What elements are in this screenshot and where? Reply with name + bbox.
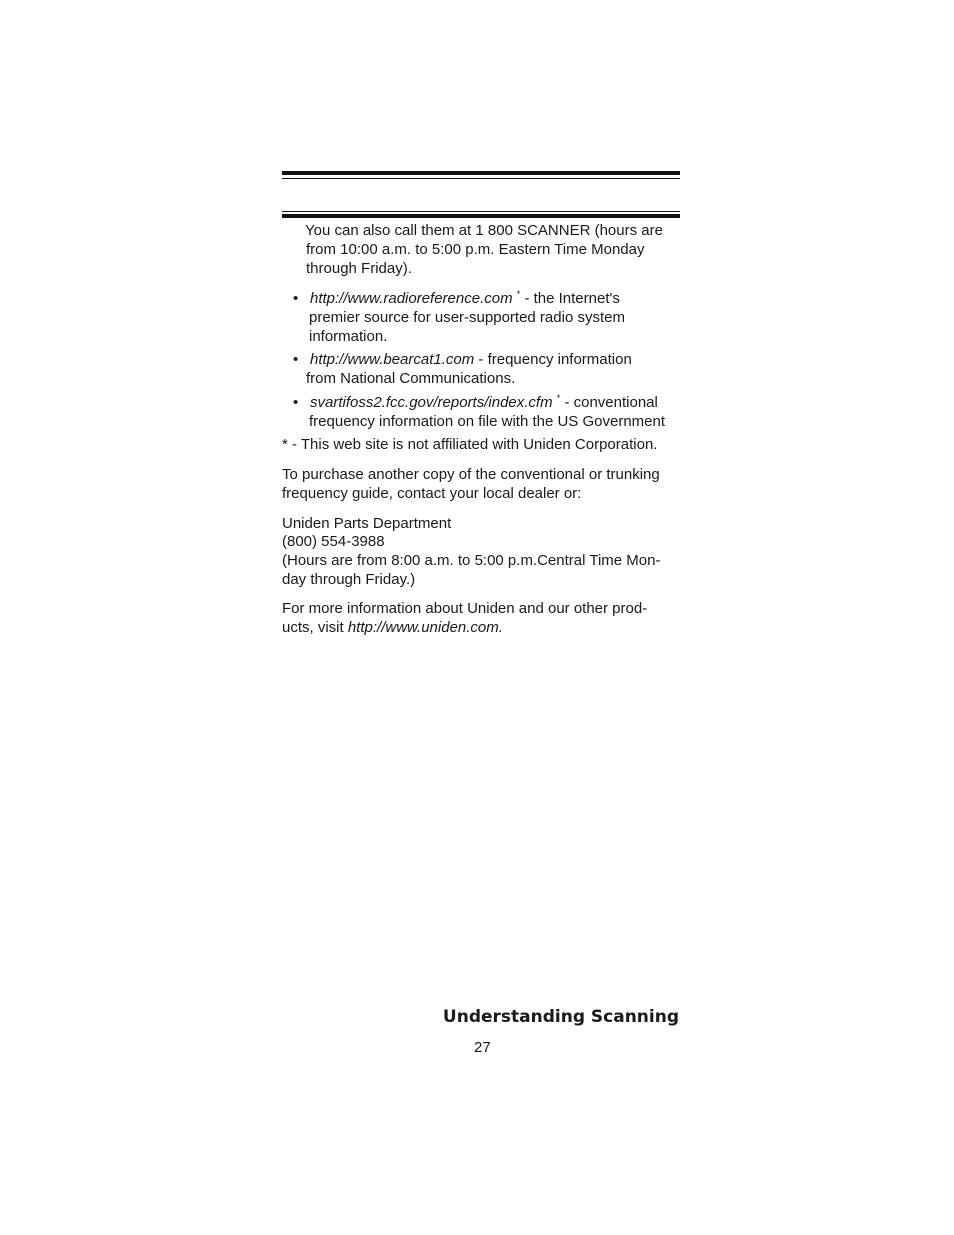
top-rule-thin: [282, 178, 680, 179]
list-item-line: premier source for user-supported radio system: [309, 309, 625, 326]
purchase-line: To purchase another copy of the conventional or trunking: [282, 466, 660, 483]
list-item-line: [310, 289, 620, 310]
footnote-marker: *: [556, 393, 561, 403]
list-item-text: - the Internet's: [520, 290, 620, 307]
more-info-text: ucts, visit: [282, 619, 348, 636]
list-item-line: [310, 350, 632, 369]
intro-line: from 10:00 a.m. to 5:00 p.m. Eastern Time Monday: [306, 241, 645, 258]
bullet-marker: •: [293, 290, 299, 307]
intro-line: through Friday).: [306, 260, 412, 277]
contact-department: Uniden Parts Department: [282, 515, 452, 532]
section-title: Understanding Scanning: [442, 1007, 679, 1027]
top-rule-thick: [282, 171, 680, 175]
section-rule-thick: [282, 214, 680, 218]
bullet-marker: •: [293, 351, 299, 368]
bullet-marker: •: [293, 394, 299, 411]
list-item-text: - conventional: [560, 394, 658, 411]
more-info-line: [282, 618, 503, 637]
list-item-text: - frequency information: [474, 351, 632, 368]
contact-hours: day through Friday.): [282, 571, 416, 588]
contact-phone: (800) 554-3988: [282, 533, 385, 550]
more-info-line: For more information about Uniden and our other prod-: [282, 600, 648, 617]
uniden-link[interactable]: http://www.uniden.com.: [347, 619, 503, 636]
intro-line: You can also call them at 1 800 SCANNER (hours are: [305, 222, 663, 239]
footnote: * - This web site is not affiliated with Uniden Corporation.: [282, 436, 658, 453]
page-number: 27: [474, 1039, 491, 1056]
list-item-line: information.: [309, 328, 388, 345]
radioreference-link[interactable]: http://www.radioreference.com: [310, 290, 513, 307]
section-rule-thin: [282, 211, 680, 212]
list-item-line: from National Communications.: [306, 370, 516, 387]
fcc-link[interactable]: svartifoss2.fcc.gov/reports/index.cfm: [310, 394, 553, 411]
list-item-line: [310, 393, 658, 414]
purchase-line: frequency guide, contact your local dealer or:: [282, 485, 582, 502]
footnote-marker: *: [516, 289, 521, 299]
contact-hours: (Hours are from 8:00 a.m. to 5:00 p.m.Central Time Mon-: [282, 552, 661, 569]
bearcat1-link[interactable]: http://www.bearcat1.com: [310, 351, 475, 368]
list-item-line: frequency information on file with the US Government: [309, 413, 666, 430]
